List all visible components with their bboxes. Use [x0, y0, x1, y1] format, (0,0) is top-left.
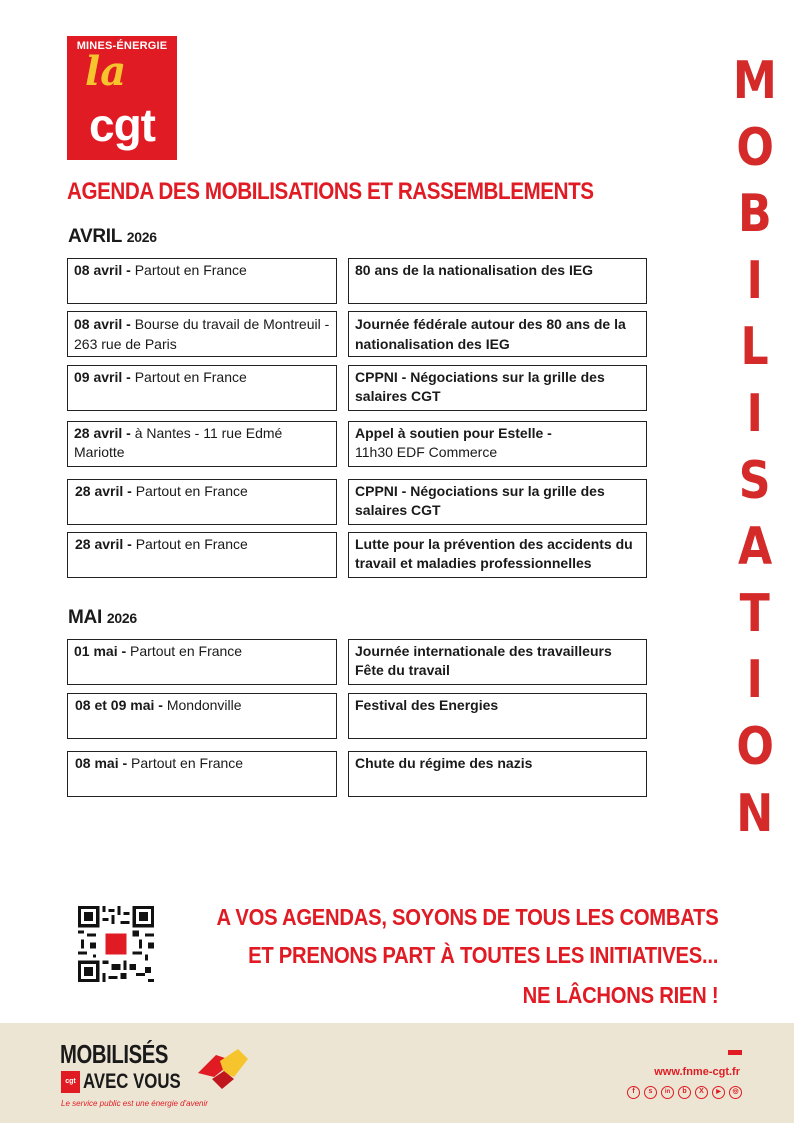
- footer-mobilises-text: MOBILISÉS: [60, 1039, 169, 1069]
- side-letter: L: [740, 317, 770, 378]
- event-place: Partout en France: [135, 483, 248, 499]
- footer-tagline: Le service public est une énergie d'avenir: [61, 1099, 208, 1108]
- slogan-line-3: NE LÂCHONS RIEN !: [522, 982, 718, 1008]
- event-place: à Nantes - 11 rue Edmé Mariotte: [74, 425, 283, 460]
- side-letter: S: [739, 450, 771, 511]
- event-place: Partout en France: [134, 369, 247, 385]
- side-letter: M: [733, 51, 777, 111]
- youtube-icon[interactable]: ▶: [712, 1086, 725, 1099]
- event-title-box: [348, 421, 647, 467]
- side-letter: O: [736, 716, 774, 777]
- website-link[interactable]: www.fnme-cgt.fr: [654, 1066, 740, 1078]
- social-icons: [627, 1086, 742, 1099]
- slogan-line-1: A VOS AGENDAS, SOYONS DE TOUS LES COMBATS: [216, 904, 718, 930]
- logo-top-text: MINES-ÉNERGIE: [76, 40, 168, 52]
- event-date: 09 avril -: [74, 369, 131, 385]
- event-date: 28 avril -: [75, 536, 132, 552]
- instagram-icon[interactable]: ◎: [729, 1086, 742, 1099]
- event-title: Festival des Energies: [348, 693, 647, 739]
- event-date-place: [67, 693, 337, 739]
- bluesky-icon[interactable]: b: [678, 1086, 691, 1099]
- month-year: 2026: [106, 610, 137, 626]
- event-date: 08 avril -: [74, 316, 131, 332]
- side-letter: I: [746, 650, 764, 711]
- vertical-mobilisation-word: [725, 48, 785, 847]
- side-letter: A: [737, 517, 773, 578]
- side-letter: O: [736, 117, 774, 178]
- logo-script-text: la: [85, 48, 127, 95]
- event-date: 08 mai -: [75, 755, 128, 771]
- logo-main-text: cgt: [89, 99, 155, 151]
- event-date: 28 avril -: [74, 425, 131, 441]
- month-heading-mai: [68, 607, 137, 629]
- event-title: Journée fédérale autour des 80 ans de la nationalisation des IEG: [348, 311, 647, 357]
- event-title: CPPNI - Négociations sur la grille des salaires CGT: [348, 479, 647, 525]
- side-letter: T: [739, 583, 771, 644]
- snapchat-icon[interactable]: s: [644, 1086, 657, 1099]
- event-date-place: [67, 421, 337, 467]
- month-heading-avril: [68, 226, 157, 248]
- event-date-place: [67, 365, 337, 411]
- x-icon[interactable]: X: [695, 1086, 708, 1099]
- event-title: Appel à soutien pour Estelle -: [355, 425, 552, 441]
- event-title: Chute du régime des nazis: [348, 751, 647, 797]
- qr-code-icon[interactable]: [78, 906, 154, 982]
- linkedin-icon[interactable]: in: [661, 1086, 674, 1099]
- event-place: Partout en France: [135, 536, 248, 552]
- event-date: 28 avril -: [75, 483, 132, 499]
- event-date: 08 et 09 mai -: [75, 697, 163, 713]
- event-date-place: [67, 479, 337, 525]
- joined-hands-icon: [194, 1043, 252, 1093]
- side-letter: N: [736, 783, 774, 844]
- side-letter: I: [746, 250, 764, 311]
- month-label: MAI: [68, 607, 102, 628]
- cgt-mini-logo: cgt: [61, 1071, 80, 1093]
- footer-avec-vous-text: AVEC VOUS: [83, 1070, 181, 1093]
- slogan-line-2: ET PRENONS PART À TOUTES LES INITIATIVES...: [248, 942, 718, 968]
- event-place: Bourse du travail de Montreuil - 263 rue de Paris: [74, 316, 330, 352]
- footer-banner: [0, 1023, 794, 1123]
- side-letter: I: [746, 383, 764, 444]
- red-dash-decoration: [728, 1050, 742, 1055]
- event-date: 08 avril -: [74, 262, 131, 278]
- event-place: Partout en France: [130, 643, 243, 659]
- event-date-place: [67, 751, 337, 797]
- event-date-place: [67, 258, 337, 304]
- event-title: CPPNI - Négociations sur la grille des salaires CGT: [348, 365, 647, 411]
- month-year: 2026: [126, 229, 157, 245]
- event-title: Lutte pour la prévention des accidents du travail et maladies professionnelles: [348, 532, 647, 578]
- cgt-mines-energie-logo: [67, 36, 177, 160]
- event-subtitle: 11h30 EDF Commerce: [355, 444, 498, 460]
- page-title: AGENDA DES MOBILISATIONS ET RASSEMBLEMENTS: [67, 178, 594, 205]
- month-label: AVRIL: [68, 226, 122, 247]
- side-letter: B: [738, 184, 772, 245]
- event-place: Mondonville: [166, 697, 242, 713]
- event-date-place: [67, 639, 337, 685]
- event-date-place: [67, 311, 337, 357]
- event-place: Partout en France: [134, 262, 247, 278]
- event-date-place: [67, 532, 337, 578]
- event-date: 01 mai -: [74, 643, 127, 659]
- event-title: 80 ans de la nationalisation des IEG: [348, 258, 647, 304]
- facebook-icon[interactable]: f: [627, 1086, 640, 1099]
- event-title: Journée internationale des travailleurs Fête du travail: [348, 639, 647, 685]
- event-place: Partout en France: [131, 755, 244, 771]
